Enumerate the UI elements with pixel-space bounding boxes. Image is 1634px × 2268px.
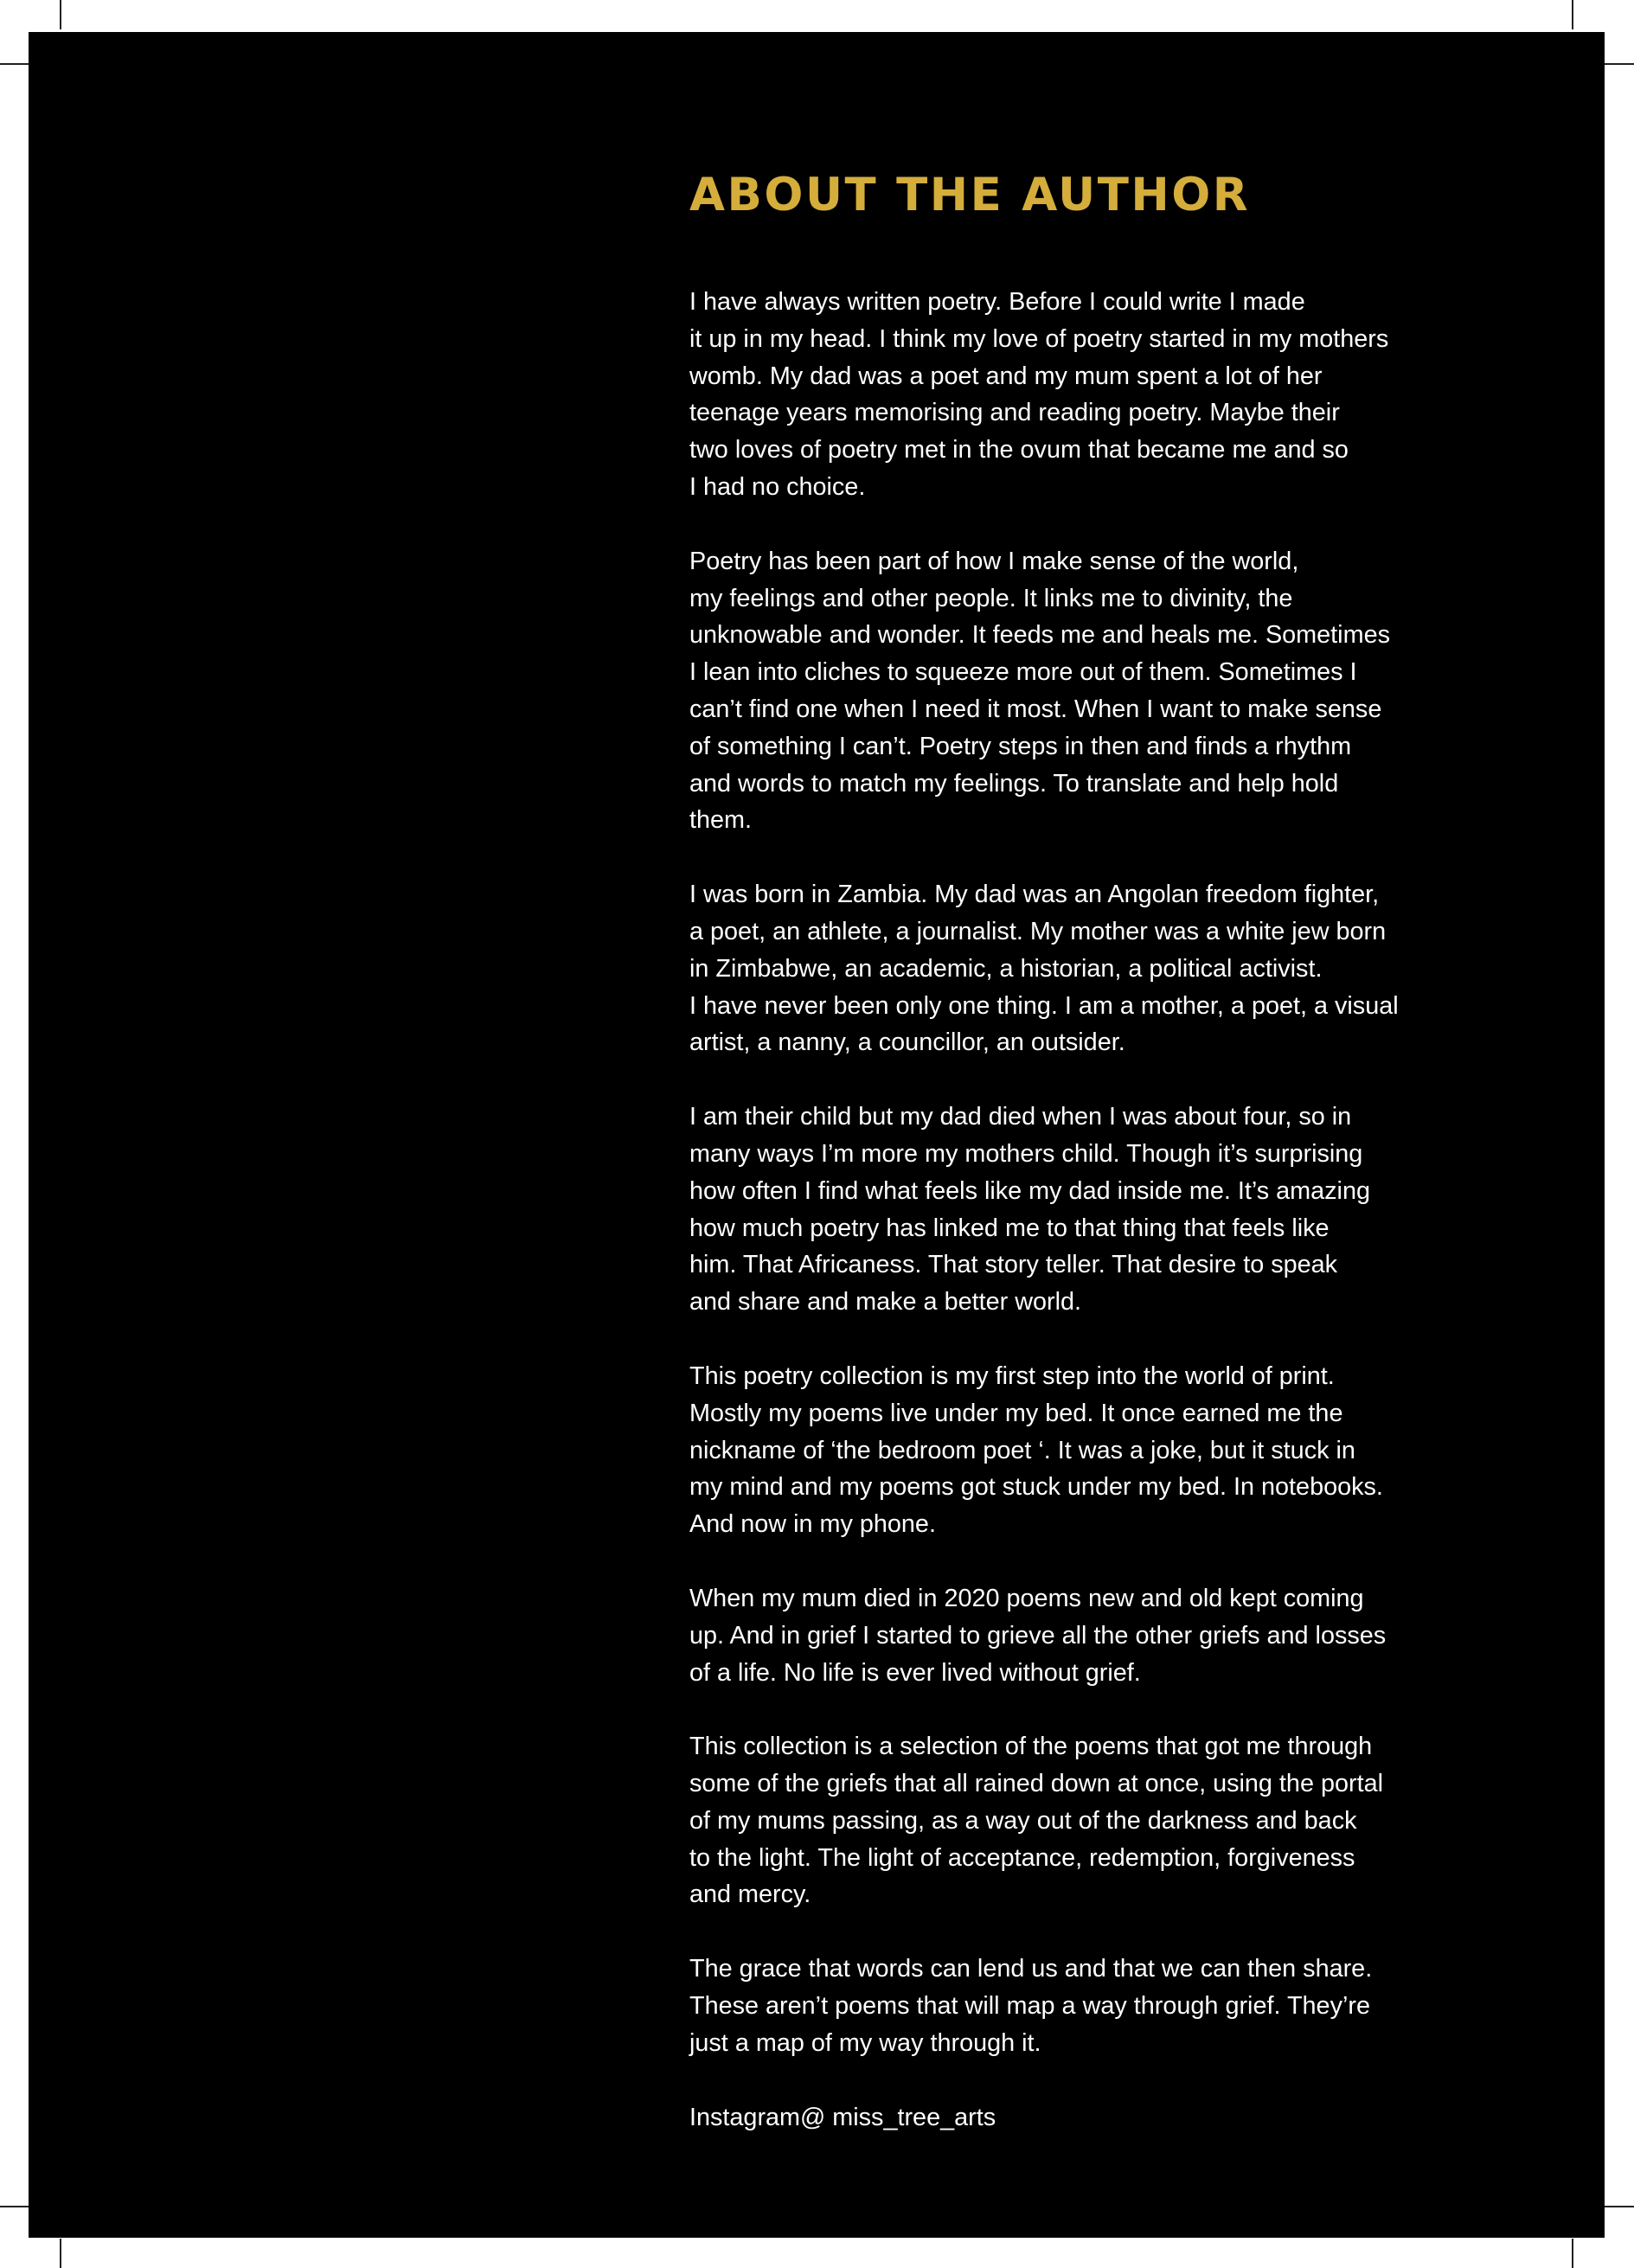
page-title: ABOUT THE AUTHOR xyxy=(689,169,1251,221)
crop-mark xyxy=(0,2206,29,2207)
paragraph-3: I was born in Zambia. My dad was an Angolan freedom fighter, a poet, an athlete, a journalist. My mother was a white jew born in Zimbabwe, an academic, a historian, a political activist. I have never been only one thing. I am a mother, a poet, a visual artist, a nanny, a councillor, an outsider. xyxy=(689,881,1399,1057)
paragraph-4: I am their child but my dad died when I was about four, so in many ways I’m more my mothers child. Though it’s surprising how often I find what feels like my dad inside me. It’s amazing how much poetry has linked me to that thing that feels like him. That Africaness. That story teller. That desire to speak and share and make a better world. xyxy=(689,1103,1370,1317)
paragraph-7: This collection is a selection of the poems that got me through some of the griefs that all rained down at once, using the portal of my mums passing, as a way out of the darkness and back to the light. The light of acceptance, redemption, forgiveness and mercy. xyxy=(689,1733,1383,1909)
paragraph-1: I have always written poetry. Before I could write I made it up in my head. I think my love of poetry started in my mothers womb. My dad was a poet and my mum spent a lot of her teenage years memorising and reading poetry. Maybe their two loves of poetry met in the ovum that became me and so I had no choice. xyxy=(689,288,1389,501)
page xyxy=(29,32,1605,2238)
paragraph-8: The grace that words can lend us and that we can then share. These aren’t poems that will map a way through grief. They’re just a map of my way through it. xyxy=(689,1955,1373,2057)
paragraph-2: Poetry has been part of how I make sense of the world, my feelings and other people. It links me to divinity, the unknowable and wonder. It feeds me and heals me. Sometimes I lean into cliches to squeeze more out of them. Sometimes I can’t find one when I need it most. When I want to make sense of something I can’t. Poetry steps in then and finds a rhythm and words to match my feelings. To translate and help hold them. xyxy=(689,547,1390,835)
crop-mark xyxy=(1605,2206,1634,2207)
crop-mark xyxy=(1572,0,1573,29)
crop-mark xyxy=(60,0,61,29)
crop-mark xyxy=(1605,63,1634,65)
paragraph-5: This poetry collection is my first step into the world of print. Mostly my poems live under my bed. It once earned me the nickname of ‘the bedroom poet ‘. It was a joke, but it stuck in my mind and my poems got stuck under my bed. In notebooks. And now in my phone. xyxy=(689,1361,1383,1539)
crop-mark xyxy=(60,2239,61,2268)
paragraph-6: When my mum died in 2020 poems new and old kept coming up. And in grief I started to grieve all the other griefs and losses of a life. No life is ever lived without grief. xyxy=(689,1584,1387,1687)
crop-mark xyxy=(1572,2239,1573,2268)
crop-mark xyxy=(0,63,29,65)
instagram-handle: Instagram@ miss_tree_arts xyxy=(689,2103,996,2131)
about-author-section xyxy=(689,165,1451,2136)
